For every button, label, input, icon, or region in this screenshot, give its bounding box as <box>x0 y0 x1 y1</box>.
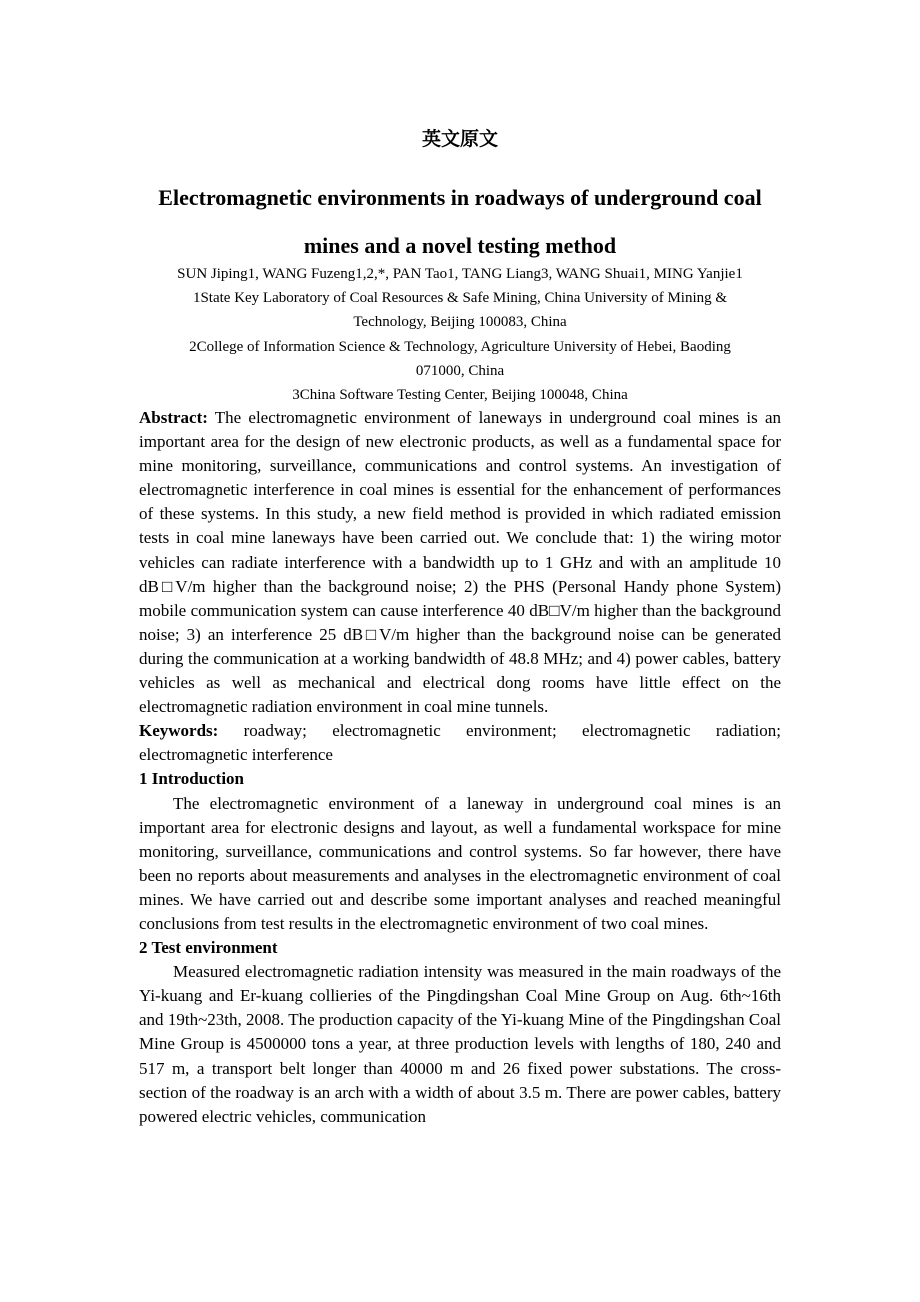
chinese-title: 英文原文 <box>421 128 498 150</box>
authors: SUN Jiping1, WANG Fuzeng1,2,*, PAN Tao1, TANG Liang3, WANG Shuai1, MING Yanjie1 <box>177 266 743 282</box>
paper-title <box>139 174 781 270</box>
paper-title-line-2: mines and a novel testing method <box>303 233 617 258</box>
abstract <box>139 406 781 719</box>
keywords-label: Keywords: <box>139 721 219 741</box>
affiliation-line: 1State Key Laboratory of Coal Resources & Safe Mining, China University of Mining & <box>192 290 728 307</box>
abstract-label: Abstract: <box>139 408 208 427</box>
author-block <box>139 262 781 407</box>
introduction-paragraph: The electromagnetic environment of a laneway in underground coal mines is an important area for electronic designs and layout, as well a fundamental workspace for mine monitoring, surveillance, communications and control systems. So far however, there have been no reports about measurements and analyses in the electromagnetic environment of coal mines. We have carried out and describe some important analyses and reached meaningful conclusions from test results in the electromagnetic environment of two coal mines. <box>139 793 781 933</box>
keywords-text: roadway; electromagnetic environment; electromagnetic radiation; electromagnetic interference <box>139 721 781 765</box>
document-body <box>139 406 781 1129</box>
test-environment-paragraph: Measured electromagnetic radiation intensity was measured in the main roadways of the Yi-kuang and Er-kuang collieries of the Pingdingshan Coal Mine Group on Aug. 6th~16th and 19th~23th, 2008. The production capacity of the Yi-kuang Mine of the Pingdingshan Coal Mine Group is 4500000 tons a year, at three production levels with lengths of 180, 240 and 517 m, a transport belt longer than 40000 m and 26 fixed power substations. The cross-section of the roadway is an arch with a width of about 3.5 m. There are power cables, battery powered electric vehicles, communication <box>139 962 781 1126</box>
affiliation-line: 2College of Information Science & Technology, Agriculture University of Hebei, Baoding <box>189 338 731 355</box>
section-heading-introduction: 1 Introduction <box>139 769 245 789</box>
keywords <box>139 719 781 767</box>
affiliation-line: 071000, China <box>415 362 505 379</box>
abstract-text: The electromagnetic environment of laneways in underground coal mines is an important area for the design of new electronic products, as well as a fundamental space for mine monitoring, surveillance, communications and control systems. An investigation of electromagnetic interference in coal mines is essential for the enhancement of performances of these systems. In this study, a new field method is provided in which radiated emission tests in coal mine laneways have been carried out. We conclude that: 1) the wiring motor vehicles can radiate interference with a bandwidth up to 1 GHz and with an amplitude 10 dB□V/m higher than the background noise; 2) the PHS (Personal Handy phone System) mobile communication system can cause interference 40 dB□V/m higher than the background noise; 3) an interference 25 dB□V/m higher than the background noise can be generated during the communication at a working bandwidth of 48.8 MHz; and 4) power cables, battery vehicles as well as mechanical and electrical dong rooms have little effect on the electromagnetic radiation environment in coal mine tunnels. <box>139 408 781 717</box>
paper-title-line-1: Electromagnetic environments in roadways of underground coal <box>158 185 762 210</box>
affiliation-line: 3China Software Testing Center, Beijing 100048, China <box>292 387 628 404</box>
affiliation-line: Technology, Beijing 100083, China <box>353 314 567 331</box>
section-heading-test-environment: 2 Test environment <box>139 938 278 958</box>
